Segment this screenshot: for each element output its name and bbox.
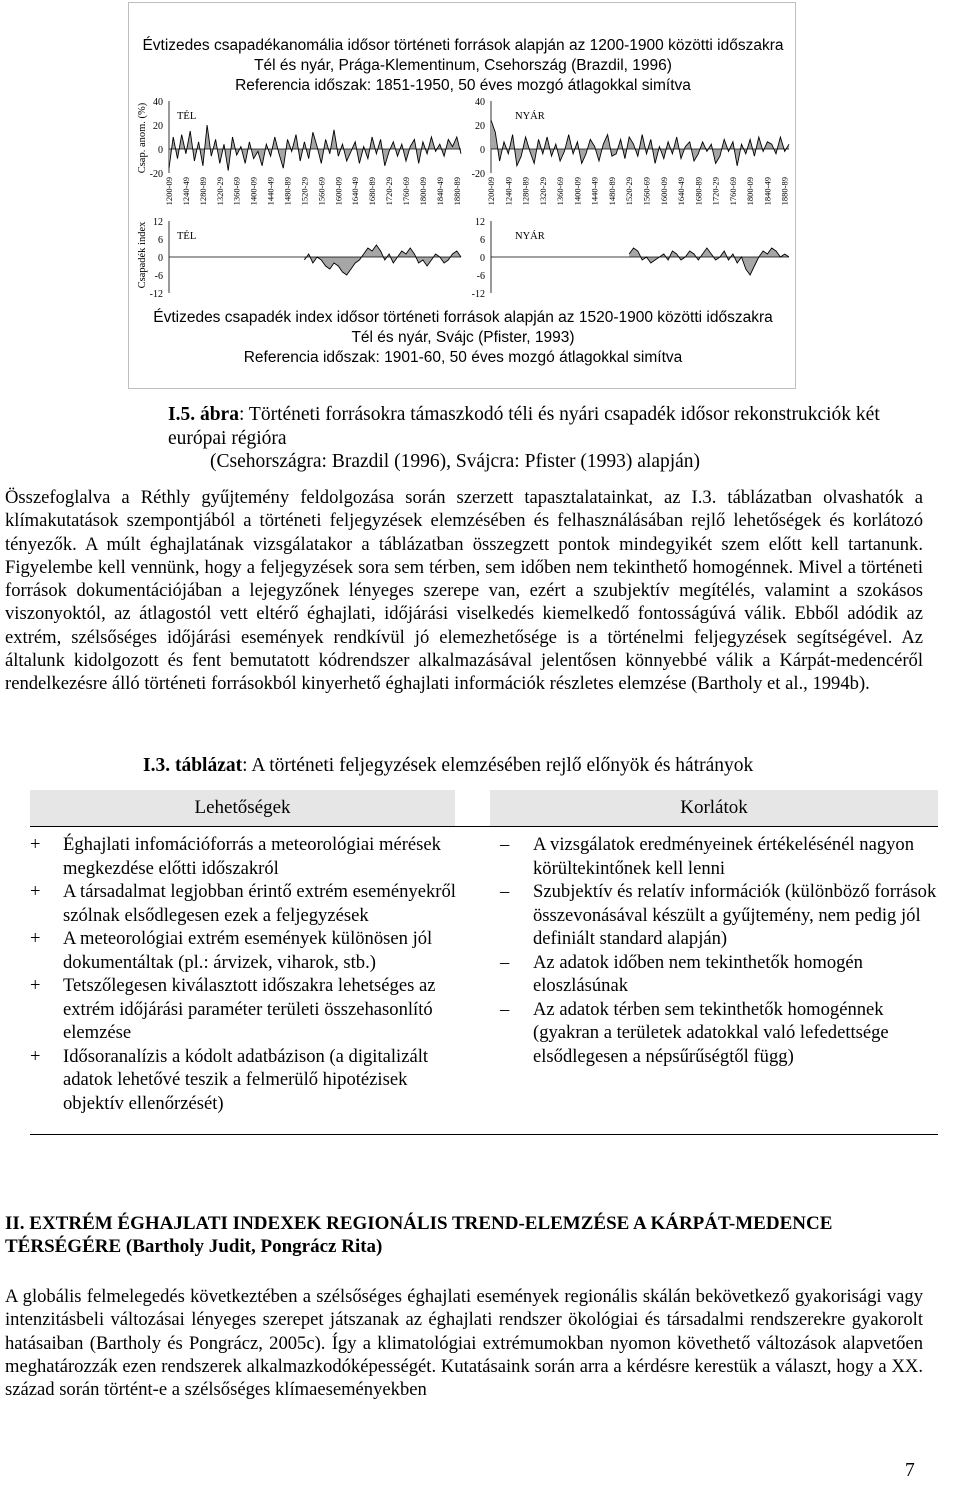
x-tick-label: 1440-49 xyxy=(265,177,276,206)
x-tick-label: 1400-09 xyxy=(248,177,259,206)
caption-text-line2: (Csehországra: Brazdil (1996), Svájcra: Pfister (1993) alapján) xyxy=(210,451,701,472)
x-tick-label: 1640-49 xyxy=(676,177,686,206)
minus-marker: – xyxy=(500,951,510,973)
y-tick-label: -12 xyxy=(471,289,485,300)
x-tick-label: 1240-49 xyxy=(180,177,191,206)
x-tick-label: 1680-89 xyxy=(367,177,378,206)
minus-marker: – xyxy=(500,998,510,1020)
paragraph-intro: A globális felmelegedés következtében a szélsőséges éghajlati események regionális skálán bekövetkező gyakorisági vagy intenzitásbeli változásai lényeges szerepet játszanak az éghajlati rendszer ökológiai és társadalmi rendszerekre gyakorolt hatásaiban (Bartholy és Pongrácz, 2005c). Így a klimatológiai extrémumokban nyomon követhető változások alapvetően meghatározzák ezen rendszerek alkalmazkodóképességét. Kutatásaink során arra a kérdésre kerestük a választ, hogy a XX. század során történt-e a szélsőséges klímaeseményekben xyxy=(5,1286,923,1401)
plus-marker: + xyxy=(30,928,41,949)
y-tick-label: -12 xyxy=(149,289,163,300)
x-tick-label: 1280-89 xyxy=(520,177,531,206)
plus-marker: + xyxy=(30,881,41,902)
x-tick-label: 1640-49 xyxy=(350,177,361,206)
table-item-text: A meteorológiai extrém események különösen jól dokumentáltak (pl.: árvizek, viharok, stb.) xyxy=(63,928,433,973)
table-item-plus xyxy=(30,974,460,1045)
table-header-rule xyxy=(30,826,938,827)
table-item-text: Az adatok időben nem tekinthetők homogén eloszlásúnak xyxy=(533,951,863,996)
figure-title-bottom-line: Referencia időszak: 1901-60, 50 éves mozgó átlagokkal simítva xyxy=(243,349,683,366)
x-tick-label: 1800-09 xyxy=(745,177,756,206)
plus-marker: + xyxy=(30,1045,41,1067)
paragraph-summary: Összefoglalva a Réthly gyűjtemény feldolgozása során szerzett tapasztalatainkat, az I.3. táblázatban olvashatók a klímakutatások szempontjából a történeti feljegyzések elemzésében és felhasználásában rejlő lehetőségek és korlátozó tényezők. A múlt éghajlatának vizsgálatakor a táblázatban összegzett pontok mindegyikét szem előtt kell tartanunk. Figyelembe kell vennünk, hogy a feljegyzések sora sem térben, sem időben nem tekinthető homogénnek. Mivel a történeti források dokumentációjában a lejegyzőnek lényeges szerepe van, ezért a szubjektív megítélés, valamint a szokásos viszonyoktól, az átlagostól vett eltérő éghajlati, időjárási viselkedés kiemelkedő fontosságúvá válik. Ebből adódik az extrém, szélsőséges időjárási események rendkívül jó elemezhetősége is a történelmi feljegyzések segítségével. Az általunk kidolgozott és fent bemutatott kódrendszer alkalmazásával jelentősen könnyebbé válik a Kárpát-medencéről rendelkezésre álló történeti forrásokból kinyerhető éghajlati információk részletes elemzése (Bartholy et al., 1994b). xyxy=(5,487,923,695)
table-item-text: Az adatok térben sem tekinthetők homogénnek (gyakran a területek adatokkal való lefedettsége elsődlegesen a népsűrűségtől függ) xyxy=(533,998,889,1067)
figure-title-bottom xyxy=(129,308,797,368)
y-tick-label: 0 xyxy=(480,253,485,264)
x-tick-label: 1840-49 xyxy=(434,177,445,206)
y-tick-label: 12 xyxy=(475,217,485,228)
x-tick-label: 1720-29 xyxy=(710,177,721,206)
y-axis-title: Csap. anom. (%) xyxy=(137,102,148,174)
figure-panel xyxy=(128,2,796,389)
figure-title-bottom-line: Évtizedes csapadék index idősor történeti források alapján az 1520-1900 közötti időszakra xyxy=(153,309,773,326)
y-tick-label: 12 xyxy=(153,217,163,228)
table-bottom-rule xyxy=(30,1134,938,1135)
x-tick-label: 1480-89 xyxy=(606,177,617,206)
x-tick-label: 1480-89 xyxy=(282,177,293,206)
panel-label: NYÁR xyxy=(515,231,545,242)
table-item-text: A vizsgálatok eredményeinek értékelésénél nagyon körültekintőnek kell lenni xyxy=(533,834,915,879)
page-number: 7 xyxy=(905,1460,915,1481)
plus-marker: + xyxy=(30,834,41,855)
x-tick-label: 1600-09 xyxy=(333,177,344,206)
x-tick-label: 1680-89 xyxy=(693,177,704,206)
x-tick-label: 1760-69 xyxy=(727,177,738,206)
table-item-text: Szubjektív és relatív információk (különböző források összevonásával készült a gyűjtemény, nem pedig jól definiált standard alapján) xyxy=(533,881,937,949)
table-item-minus xyxy=(500,951,938,998)
x-tick-label: 1600-09 xyxy=(658,177,669,206)
table-item-plus xyxy=(30,833,460,880)
x-tick-label: 1280-89 xyxy=(197,177,208,206)
table-item-text: A társadalmat legjobban érintő extrém eseményekről szólnak elsődlegesen ezek a feljegyzések xyxy=(63,881,456,926)
figure-title-bottom-line: Tél és nyár, Svájc (Pfister, 1993) xyxy=(351,329,575,346)
x-tick-label: 1560-69 xyxy=(316,177,327,206)
table-item-text: Éghajlati infomációforrás a meteorológiai mérések megkezdése előtti időszakról xyxy=(63,834,441,879)
x-tick-label: 1800-09 xyxy=(417,177,428,206)
table-title-text: : A történeti feljegyzések elemzésében rejlő előnyök és hátrányok xyxy=(242,755,754,776)
table-item-minus xyxy=(500,880,938,951)
x-tick-label: 1880-89 xyxy=(451,177,462,206)
minus-marker: – xyxy=(500,834,510,855)
table-item-text: Tetszőlegesen kiválasztott időszakra lehetséges az extrém időjárási paraméter területi összehasonlító elemzése xyxy=(63,975,436,1043)
x-tick-label: 1320-29 xyxy=(537,177,548,206)
y-tick-label: 0 xyxy=(158,253,163,264)
panel-label: TÉL xyxy=(177,111,197,122)
x-tick-label: 1440-49 xyxy=(589,177,600,206)
y-tick-label: 20 xyxy=(475,121,485,132)
panel-label: TÉL xyxy=(177,231,197,242)
figure-caption xyxy=(168,403,910,474)
panel-label: NYÁR xyxy=(515,111,545,122)
y-tick-label: 40 xyxy=(153,97,163,108)
x-tick-label: 1200-09 xyxy=(486,177,496,206)
table-item-plus xyxy=(30,880,460,927)
y-tick-label: -6 xyxy=(154,271,163,282)
x-tick-label: 1400-09 xyxy=(572,177,583,206)
table-header-right: Korlátok xyxy=(490,790,938,826)
y-tick-label: 40 xyxy=(475,97,485,108)
figure-title-top-line: Évtizedes csapadékanomália idősor történeti források alapján az 1200-1900 közötti időszakra xyxy=(142,37,784,54)
y-tick-label: -20 xyxy=(149,169,163,180)
table-column-right xyxy=(500,833,938,1068)
x-tick-label: 1880-89 xyxy=(779,177,790,206)
y-tick-label: -6 xyxy=(476,271,485,282)
series-area xyxy=(169,125,461,171)
x-tick-label: 1320-29 xyxy=(214,177,225,206)
table-item-plus xyxy=(30,1045,460,1116)
x-tick-label: 1520-29 xyxy=(299,177,310,206)
y-tick-label: 6 xyxy=(158,235,163,246)
table-item-minus xyxy=(500,998,938,1069)
minus-marker: – xyxy=(500,881,510,902)
table-item-text: Idősoranalízis a kódolt adatbázison (a digitalizált adatok lehetővé teszik a felmerülő hipotézisek objektív ellenőrzését) xyxy=(63,1045,429,1114)
table-header-left: Lehetőségek xyxy=(30,790,455,826)
x-tick-label: 1360-69 xyxy=(231,177,242,206)
x-tick-label: 1520-29 xyxy=(624,177,635,206)
y-tick-label: 6 xyxy=(480,235,485,246)
caption-text: : Történeti forrásokra támaszkodó téli és nyári csapadék idősor rekonstrukciók két európai régióra xyxy=(168,404,880,449)
x-tick-label: 1240-49 xyxy=(503,177,514,206)
series-area xyxy=(491,120,789,166)
figure-title-top-line: Tél és nyár, Prága-Klementinum, Csehország (Brazdil, 1996) xyxy=(254,57,672,74)
x-tick-label: 1200-09 xyxy=(164,177,174,206)
y-axis-title: Csapadék index xyxy=(137,221,148,289)
series-line xyxy=(491,120,789,166)
caption-label: I.5. ábra xyxy=(168,404,239,425)
table-title xyxy=(143,755,753,777)
y-tick-label: 0 xyxy=(480,145,485,156)
table-item-minus xyxy=(500,833,938,880)
y-tick-label: -20 xyxy=(471,169,485,180)
series-area xyxy=(304,245,461,275)
table-label: I.3. táblázat xyxy=(143,755,243,776)
y-tick-label: 20 xyxy=(153,121,163,132)
x-tick-label: 1720-29 xyxy=(384,177,395,206)
x-tick-label: 1760-69 xyxy=(401,177,411,206)
x-tick-label: 1360-69 xyxy=(555,177,566,206)
plus-marker: + xyxy=(30,975,41,996)
x-tick-label: 1840-49 xyxy=(762,177,773,206)
table-item-plus xyxy=(30,927,460,974)
section-heading: II. EXTRÉM ÉGHAJLATI INDEXEK REGIONÁLIS TREND-ELEMZÉSE A KÁRPÁT-MEDENCE TÉRSÉGÉRE (Bartholy Judit, Pongrácz Rita) xyxy=(5,1213,833,1257)
table-column-left xyxy=(30,833,460,1115)
x-tick-label: 1560-69 xyxy=(641,177,652,206)
y-tick-label: 0 xyxy=(158,145,163,156)
figure-title-top-line: Referencia időszak: 1851-1950, 50 éves mozgó átlagokkal simítva xyxy=(235,77,691,94)
